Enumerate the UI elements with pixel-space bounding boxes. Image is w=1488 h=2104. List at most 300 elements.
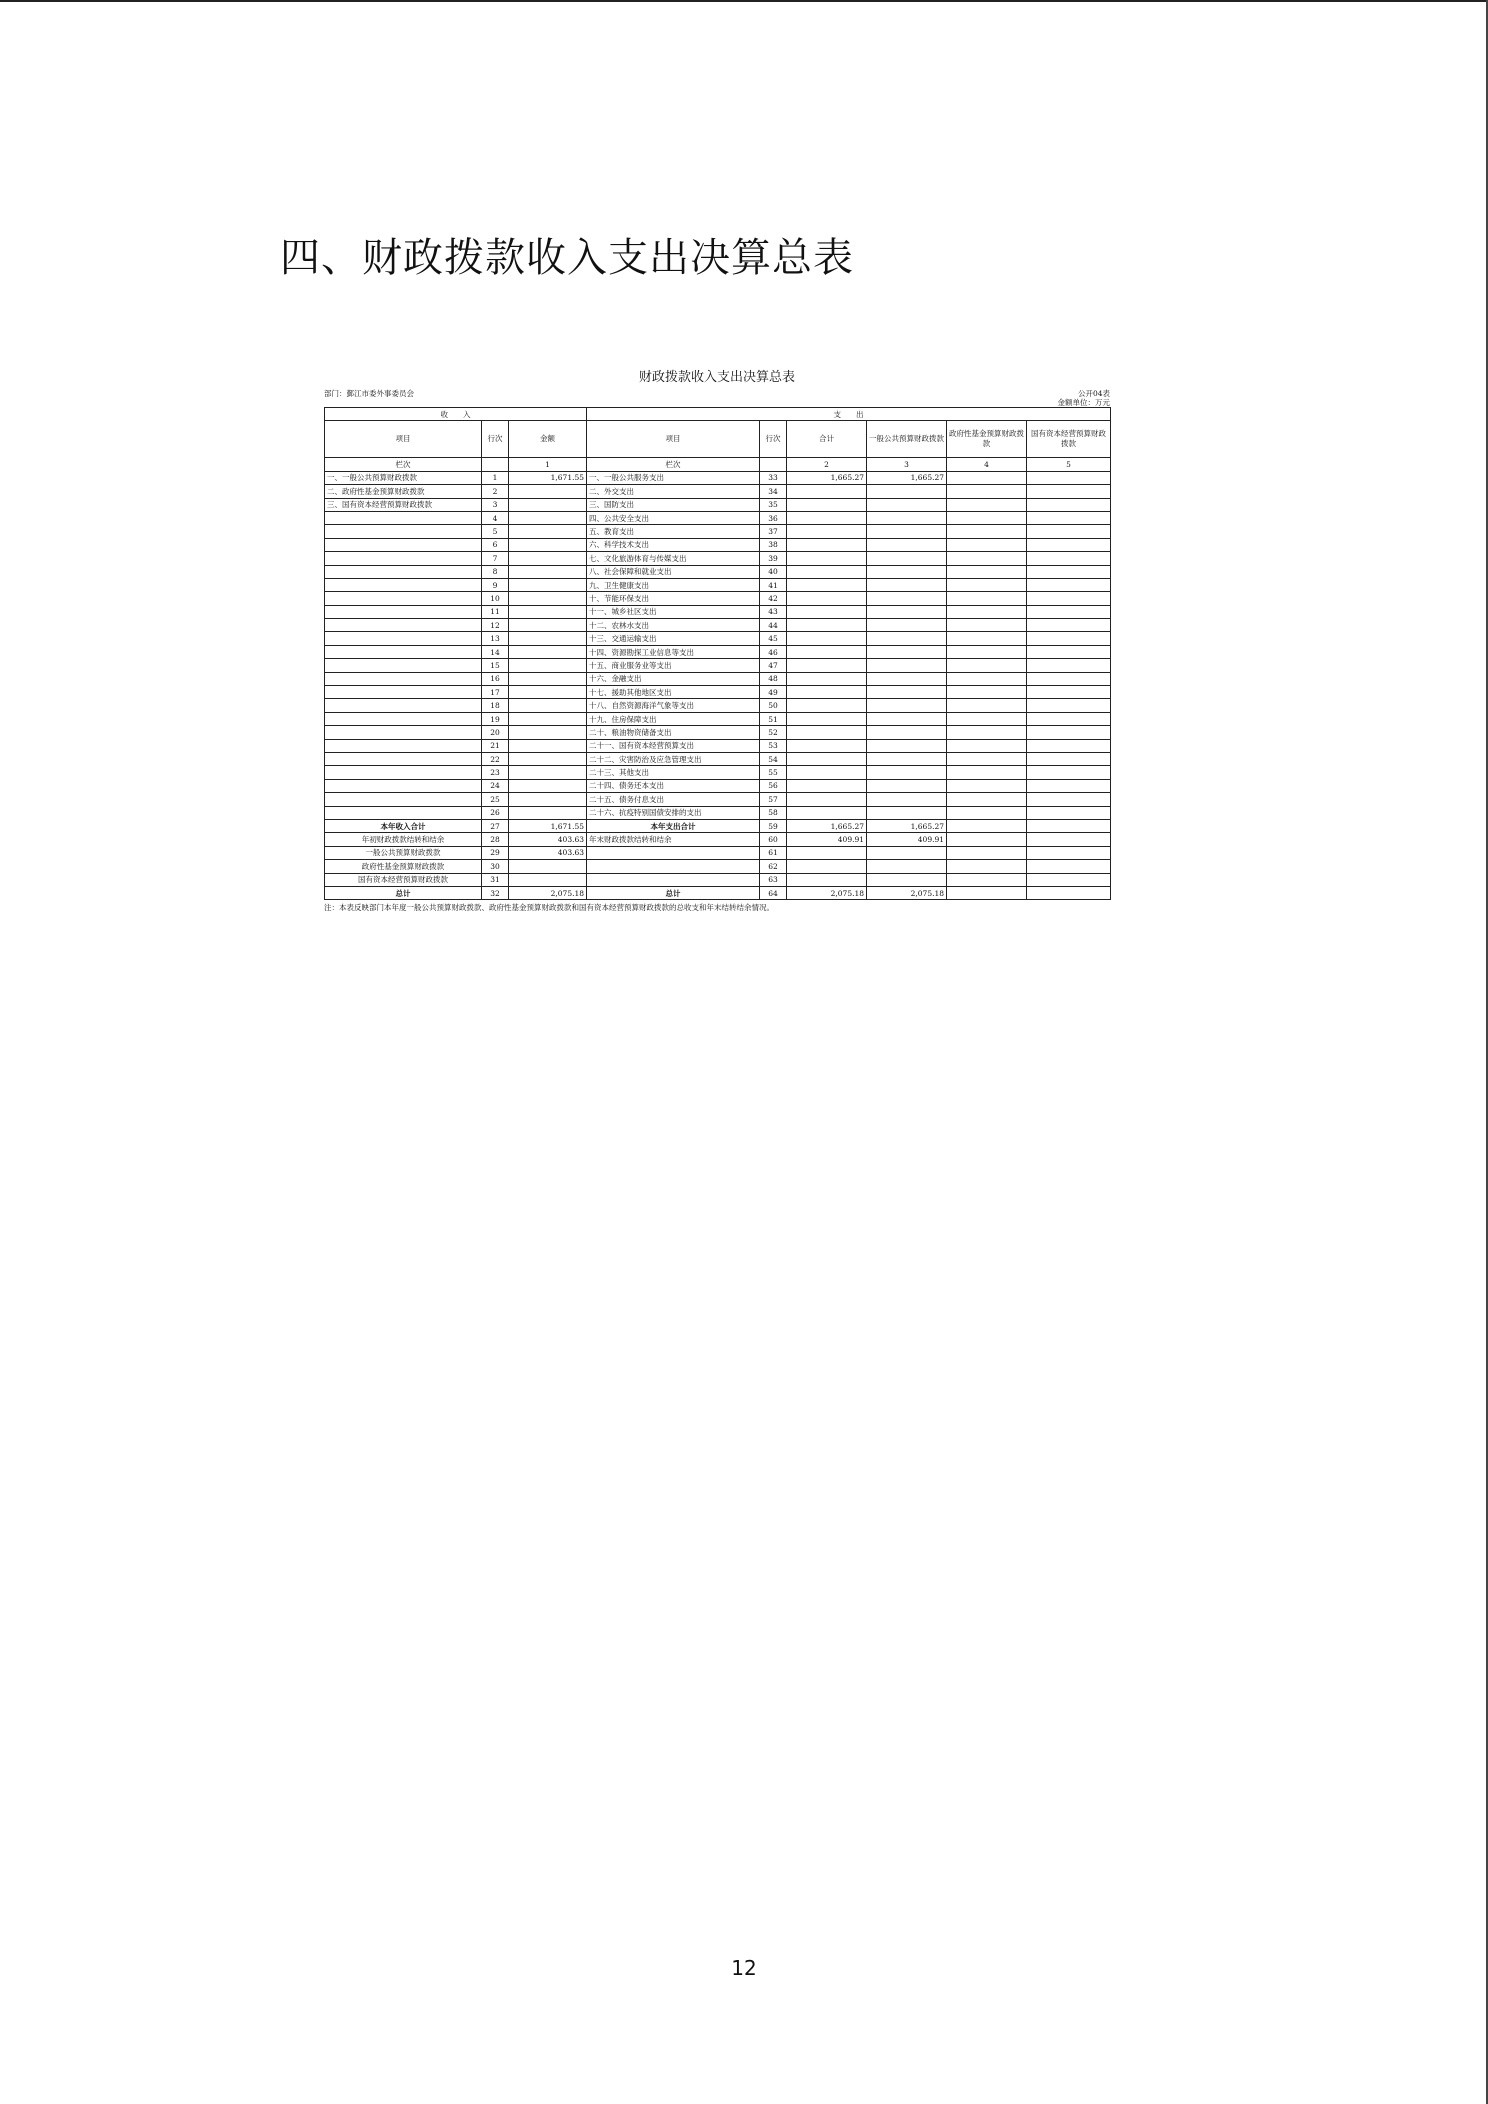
expense-total-label: 本年支出合计 <box>587 819 760 832</box>
expense-general <box>867 525 947 538</box>
table-row <box>325 511 1111 524</box>
table-meta <box>324 389 1110 407</box>
expense-total <box>787 739 867 752</box>
grand-total-left-amount: 2,075.18 <box>509 886 587 899</box>
expense-total <box>787 605 867 618</box>
expense-item: 十八、自然资源海洋气象等支出 <box>587 699 760 712</box>
income-amount <box>509 726 587 739</box>
income-item <box>325 752 482 765</box>
expense-gov-fund <box>947 578 1027 591</box>
income-rowno: 10 <box>482 592 509 605</box>
expense-item: 三、国防支出 <box>587 498 760 511</box>
table-row <box>325 645 1111 658</box>
table-row <box>325 525 1111 538</box>
expense-gov-fund <box>947 766 1027 779</box>
expense-item: 十二、农林水支出 <box>587 619 760 632</box>
expense-item: 九、卫生健康支出 <box>587 578 760 591</box>
expense-general <box>867 739 947 752</box>
income-rowno: 15 <box>482 659 509 672</box>
expense-gov-fund <box>947 672 1027 685</box>
income-rowno: 14 <box>482 645 509 658</box>
expense-gov-fund <box>947 511 1027 524</box>
expense-state-capital <box>1027 739 1111 752</box>
income-rowno: 4 <box>482 511 509 524</box>
income-item <box>325 511 482 524</box>
table-row <box>325 806 1111 819</box>
income-rowno: 24 <box>482 779 509 792</box>
table-row <box>325 605 1111 618</box>
expense-general <box>867 726 947 739</box>
income-item <box>325 739 482 752</box>
income-amount <box>509 485 587 498</box>
totals-body <box>325 819 1111 832</box>
carryover-body <box>325 833 1111 887</box>
expense-rowno: 41 <box>760 578 787 591</box>
table-row <box>325 619 1111 632</box>
expense-item: 二十四、债务还本支出 <box>587 779 760 792</box>
expense-item: 二十三、其他支出 <box>587 766 760 779</box>
expense-state-capital <box>1027 752 1111 765</box>
expense-state-capital <box>1027 471 1111 484</box>
expense-gov-fund <box>947 525 1027 538</box>
header-row-index <box>325 458 1111 471</box>
income-amount <box>509 645 587 658</box>
expense-general <box>867 485 947 498</box>
expense-item: 十四、资源勘探工业信息等支出 <box>587 645 760 658</box>
empty-cell <box>947 846 1027 859</box>
expense-state-capital <box>1027 511 1111 524</box>
empty-cell <box>947 886 1027 899</box>
expense-item: 十三、交通运输支出 <box>587 632 760 645</box>
expense-rowno: 48 <box>760 672 787 685</box>
table-title: 财政拨款收入支出决算总表 <box>638 370 795 385</box>
expense-item: 二十一、国有资本经营预算支出 <box>587 739 760 752</box>
expense-total <box>787 766 867 779</box>
income-rowno: 29 <box>482 846 509 859</box>
income-amount <box>509 712 587 725</box>
expense-total <box>787 511 867 524</box>
expense-general <box>867 498 947 511</box>
empty-cell <box>1027 860 1111 873</box>
expense-rowno: 40 <box>760 565 787 578</box>
expense-total <box>787 552 867 565</box>
expense-general <box>867 592 947 605</box>
table-row <box>325 860 1111 873</box>
income-rowno: 21 <box>482 739 509 752</box>
expense-general: 1,665.27 <box>867 471 947 484</box>
expense-state-capital <box>1027 766 1111 779</box>
expense-item <box>587 873 760 886</box>
income-item <box>325 779 482 792</box>
table-row <box>325 592 1111 605</box>
col-income-amount: 金额 <box>509 421 587 458</box>
table-row <box>325 726 1111 739</box>
income-rowno: 3 <box>482 498 509 511</box>
col-expense-item: 项目 <box>587 421 760 458</box>
grand-total-left-rowno: 32 <box>482 886 509 899</box>
income-amount <box>509 779 587 792</box>
unit-label: 金额单位：万元 <box>1057 398 1110 407</box>
col-gov-fund: 政府性基金预算财政拨款 <box>947 421 1027 458</box>
expense-total <box>787 592 867 605</box>
expense-item: 十六、金融支出 <box>587 672 760 685</box>
expense-total <box>787 712 867 725</box>
income-header: 收 入 <box>325 408 587 421</box>
table-row <box>325 766 1111 779</box>
col-income-item: 项目 <box>325 421 482 458</box>
income-amount: 1,671.55 <box>509 471 587 484</box>
empty-cell <box>1027 873 1111 886</box>
expense-item: 二十二、灾害防治及应急管理支出 <box>587 752 760 765</box>
table-row <box>325 739 1111 752</box>
expense-item: 八、社会保障和就业支出 <box>587 565 760 578</box>
expense-gov-fund <box>947 686 1027 699</box>
expense-rowno: 36 <box>760 511 787 524</box>
expense-state-capital <box>1027 672 1111 685</box>
col-expense-rowno: 行次 <box>760 421 787 458</box>
expense-gov-fund <box>947 605 1027 618</box>
grand-total-body <box>325 886 1111 899</box>
table-note: 注：本表反映部门本年度一般公共预算财政拨款、政府性基金预算财政拨款和国有资本经营预算财政拨款的总收支和年末结转结余情况。 <box>324 903 774 913</box>
section-heading: 四、财政拨款收入支出决算总表 <box>280 235 854 281</box>
expense-state-capital <box>1027 552 1111 565</box>
expense-rowno: 44 <box>760 619 787 632</box>
expense-state-capital <box>1027 538 1111 551</box>
expense-general <box>867 846 947 859</box>
table-row <box>325 498 1111 511</box>
income-item <box>325 766 482 779</box>
income-item: 二、政府性基金预算财政拨款 <box>325 485 482 498</box>
expense-total <box>787 525 867 538</box>
expense-general <box>867 632 947 645</box>
income-item <box>325 632 482 645</box>
expense-item: 十一、城乡社区支出 <box>587 605 760 618</box>
income-rowno: 22 <box>482 752 509 765</box>
expense-total <box>787 619 867 632</box>
expense-total <box>787 860 867 873</box>
income-amount <box>509 659 587 672</box>
income-item <box>325 793 482 806</box>
expense-total <box>787 793 867 806</box>
income-rowno: 2 <box>482 485 509 498</box>
expense-state-capital <box>1027 485 1111 498</box>
expense-state-capital <box>1027 632 1111 645</box>
empty-cell <box>947 833 1027 846</box>
index-2: 2 <box>787 458 867 471</box>
table-row <box>325 752 1111 765</box>
expense-rowno: 42 <box>760 592 787 605</box>
expense-total <box>787 672 867 685</box>
empty-cell <box>1027 886 1111 899</box>
expense-gov-fund <box>947 632 1027 645</box>
expense-item: 十五、商业服务业等支出 <box>587 659 760 672</box>
expense-total-amount: 1,665.27 <box>787 819 867 832</box>
meta-right <box>1058 389 1111 407</box>
income-rowno: 8 <box>482 565 509 578</box>
grand-total-row <box>325 886 1111 899</box>
expense-gov-fund <box>947 485 1027 498</box>
income-amount <box>509 686 587 699</box>
col-expense-total: 合计 <box>787 421 867 458</box>
income-rowno: 13 <box>482 632 509 645</box>
expense-gov-fund <box>947 565 1027 578</box>
expense-rowno: 49 <box>760 686 787 699</box>
expense-rowno: 52 <box>760 726 787 739</box>
grand-total-left-label: 总计 <box>325 886 482 899</box>
expense-total <box>787 779 867 792</box>
income-amount <box>509 552 587 565</box>
expense-total <box>787 632 867 645</box>
expense-rowno: 46 <box>760 645 787 658</box>
expense-rowno: 63 <box>760 873 787 886</box>
expense-general <box>867 619 947 632</box>
income-total-amount: 1,671.55 <box>509 819 587 832</box>
grand-total-right-rowno: 64 <box>760 886 787 899</box>
expense-total-general: 1,665.27 <box>867 819 947 832</box>
expense-gov-fund <box>947 552 1027 565</box>
expense-general <box>867 538 947 551</box>
expense-general <box>867 578 947 591</box>
expense-gov-fund <box>947 659 1027 672</box>
expense-item: 四、公共安全支出 <box>587 511 760 524</box>
expense-rowno: 60 <box>760 833 787 846</box>
expense-item: 二、外交支出 <box>587 485 760 498</box>
expense-general: 409.91 <box>867 833 947 846</box>
table-row <box>325 846 1111 859</box>
expense-item <box>587 860 760 873</box>
expense-state-capital <box>1027 806 1111 819</box>
column-label-left: 栏次 <box>325 458 482 471</box>
expense-total <box>787 752 867 765</box>
col-state-capital: 国有资本经营预算财政拨款 <box>1027 421 1111 458</box>
expense-gov-fund <box>947 726 1027 739</box>
income-item: 一、一般公共预算财政拨款 <box>325 471 482 484</box>
expense-total <box>787 873 867 886</box>
expense-general <box>867 511 947 524</box>
income-item: 国有资本经营预算财政拨款 <box>325 873 482 886</box>
expense-rowno: 57 <box>760 793 787 806</box>
income-item <box>325 645 482 658</box>
expense-total <box>787 645 867 658</box>
expense-gov-fund <box>947 538 1027 551</box>
col-income-rowno: 行次 <box>482 421 509 458</box>
income-item <box>325 552 482 565</box>
expense-state-capital <box>1027 645 1111 658</box>
income-total-rowno: 27 <box>482 819 509 832</box>
income-item <box>325 619 482 632</box>
expense-general <box>867 672 947 685</box>
expense-item: 六、科学技术支出 <box>587 538 760 551</box>
expense-rowno: 54 <box>760 752 787 765</box>
expense-total <box>787 806 867 819</box>
expense-item: 五、教育支出 <box>587 525 760 538</box>
expense-total-rowno: 59 <box>760 819 787 832</box>
income-amount: 403.63 <box>509 846 587 859</box>
expense-item: 十、节能环保支出 <box>587 592 760 605</box>
table-row <box>325 686 1111 699</box>
expense-total <box>787 485 867 498</box>
income-amount <box>509 873 587 886</box>
index-blank <box>760 458 787 471</box>
expense-total <box>787 538 867 551</box>
table-row <box>325 699 1111 712</box>
income-item <box>325 565 482 578</box>
header-row-sections <box>325 408 1111 421</box>
income-item <box>325 712 482 725</box>
expense-gov-fund <box>947 498 1027 511</box>
income-amount <box>509 806 587 819</box>
expense-general <box>867 806 947 819</box>
empty-cell <box>947 860 1027 873</box>
expense-rowno: 47 <box>760 659 787 672</box>
income-item <box>325 806 482 819</box>
income-amount <box>509 578 587 591</box>
income-rowno: 1 <box>482 471 509 484</box>
empty-cell <box>1027 833 1111 846</box>
empty-cell <box>1027 846 1111 859</box>
expense-total: 409.91 <box>787 833 867 846</box>
table-row <box>325 659 1111 672</box>
expense-rowno: 55 <box>760 766 787 779</box>
expense-total <box>787 726 867 739</box>
page-top-border <box>0 0 1488 2</box>
income-item <box>325 578 482 591</box>
income-rowno: 16 <box>482 672 509 685</box>
expense-rowno: 38 <box>760 538 787 551</box>
expense-rowno: 50 <box>760 699 787 712</box>
expense-item <box>587 846 760 859</box>
expense-state-capital <box>1027 686 1111 699</box>
income-amount <box>509 672 587 685</box>
expense-item: 二十、粮油物资储备支出 <box>587 726 760 739</box>
income-item <box>325 592 482 605</box>
expense-item: 二十五、债务付息支出 <box>587 793 760 806</box>
expense-header: 支 出 <box>587 408 1111 421</box>
page-number: 12 <box>731 1956 757 1980</box>
expense-total <box>787 699 867 712</box>
income-item: 三、国有资本经营预算财政拨款 <box>325 498 482 511</box>
expense-total <box>787 498 867 511</box>
income-amount: 403.63 <box>509 833 587 846</box>
col-general-budget: 一般公共预算财政拨款 <box>867 421 947 458</box>
income-rowno: 20 <box>482 726 509 739</box>
expense-state-capital <box>1027 619 1111 632</box>
income-item: 年初财政拨款结转和结余 <box>325 833 482 846</box>
income-amount <box>509 525 587 538</box>
expense-general <box>867 779 947 792</box>
income-rowno: 11 <box>482 605 509 618</box>
expense-rowno: 61 <box>760 846 787 859</box>
income-amount <box>509 739 587 752</box>
expense-state-capital <box>1027 699 1111 712</box>
income-rowno: 6 <box>482 538 509 551</box>
expense-gov-fund <box>947 699 1027 712</box>
index-5: 5 <box>1027 458 1111 471</box>
expense-gov-fund <box>947 779 1027 792</box>
table-row <box>325 873 1111 886</box>
income-item <box>325 605 482 618</box>
empty-cell <box>947 873 1027 886</box>
table-row <box>325 793 1111 806</box>
income-item <box>325 659 482 672</box>
expense-gov-fund <box>947 471 1027 484</box>
grand-total-general: 2,075.18 <box>867 886 947 899</box>
table-row <box>325 471 1111 484</box>
column-label-right: 栏次 <box>587 458 760 471</box>
income-amount <box>509 766 587 779</box>
expense-rowno: 39 <box>760 552 787 565</box>
expense-rowno: 51 <box>760 712 787 725</box>
expense-state-capital <box>1027 565 1111 578</box>
expense-rowno: 62 <box>760 860 787 873</box>
expense-state-capital <box>1027 659 1111 672</box>
expense-item: 十九、住房保障支出 <box>587 712 760 725</box>
table-row <box>325 779 1111 792</box>
income-total-label: 本年收入合计 <box>325 819 482 832</box>
expense-rowno: 37 <box>760 525 787 538</box>
expense-total <box>787 686 867 699</box>
expense-total <box>787 659 867 672</box>
table-row <box>325 672 1111 685</box>
expense-total <box>787 846 867 859</box>
income-amount <box>509 752 587 765</box>
expense-total: 1,665.27 <box>787 471 867 484</box>
expense-item: 十七、援助其他地区支出 <box>587 686 760 699</box>
income-item <box>325 726 482 739</box>
expense-rowno: 53 <box>760 739 787 752</box>
header-row-columns <box>325 421 1111 458</box>
expense-state-capital <box>1027 578 1111 591</box>
table-row <box>325 712 1111 725</box>
income-rowno: 31 <box>482 873 509 886</box>
expense-general <box>867 699 947 712</box>
income-rowno: 18 <box>482 699 509 712</box>
income-item: 一般公共预算财政拨款 <box>325 846 482 859</box>
grand-total-right-label: 总计 <box>587 886 760 899</box>
expense-total <box>787 565 867 578</box>
table-row <box>325 632 1111 645</box>
expense-general <box>867 605 947 618</box>
expense-general <box>867 873 947 886</box>
expense-gov-fund <box>947 752 1027 765</box>
expense-gov-fund <box>947 806 1027 819</box>
index-blank <box>482 458 509 471</box>
expense-item: 二十六、抗疫特别国债安排的支出 <box>587 806 760 819</box>
income-amount <box>509 605 587 618</box>
income-rowno: 17 <box>482 686 509 699</box>
income-rowno: 12 <box>482 619 509 632</box>
income-amount <box>509 860 587 873</box>
expense-state-capital <box>1027 793 1111 806</box>
table-body <box>325 471 1111 819</box>
income-amount <box>509 619 587 632</box>
income-rowno: 9 <box>482 578 509 591</box>
expense-general <box>867 752 947 765</box>
expense-state-capital <box>1027 779 1111 792</box>
expense-general <box>867 565 947 578</box>
expense-gov-fund <box>947 645 1027 658</box>
expense-total <box>787 578 867 591</box>
expense-rowno: 58 <box>760 806 787 819</box>
table-row <box>325 578 1111 591</box>
expense-general <box>867 552 947 565</box>
expense-general <box>867 645 947 658</box>
table-container <box>324 366 1110 913</box>
empty-cell <box>1027 819 1111 832</box>
expense-gov-fund <box>947 739 1027 752</box>
income-item <box>325 686 482 699</box>
income-amount <box>509 538 587 551</box>
